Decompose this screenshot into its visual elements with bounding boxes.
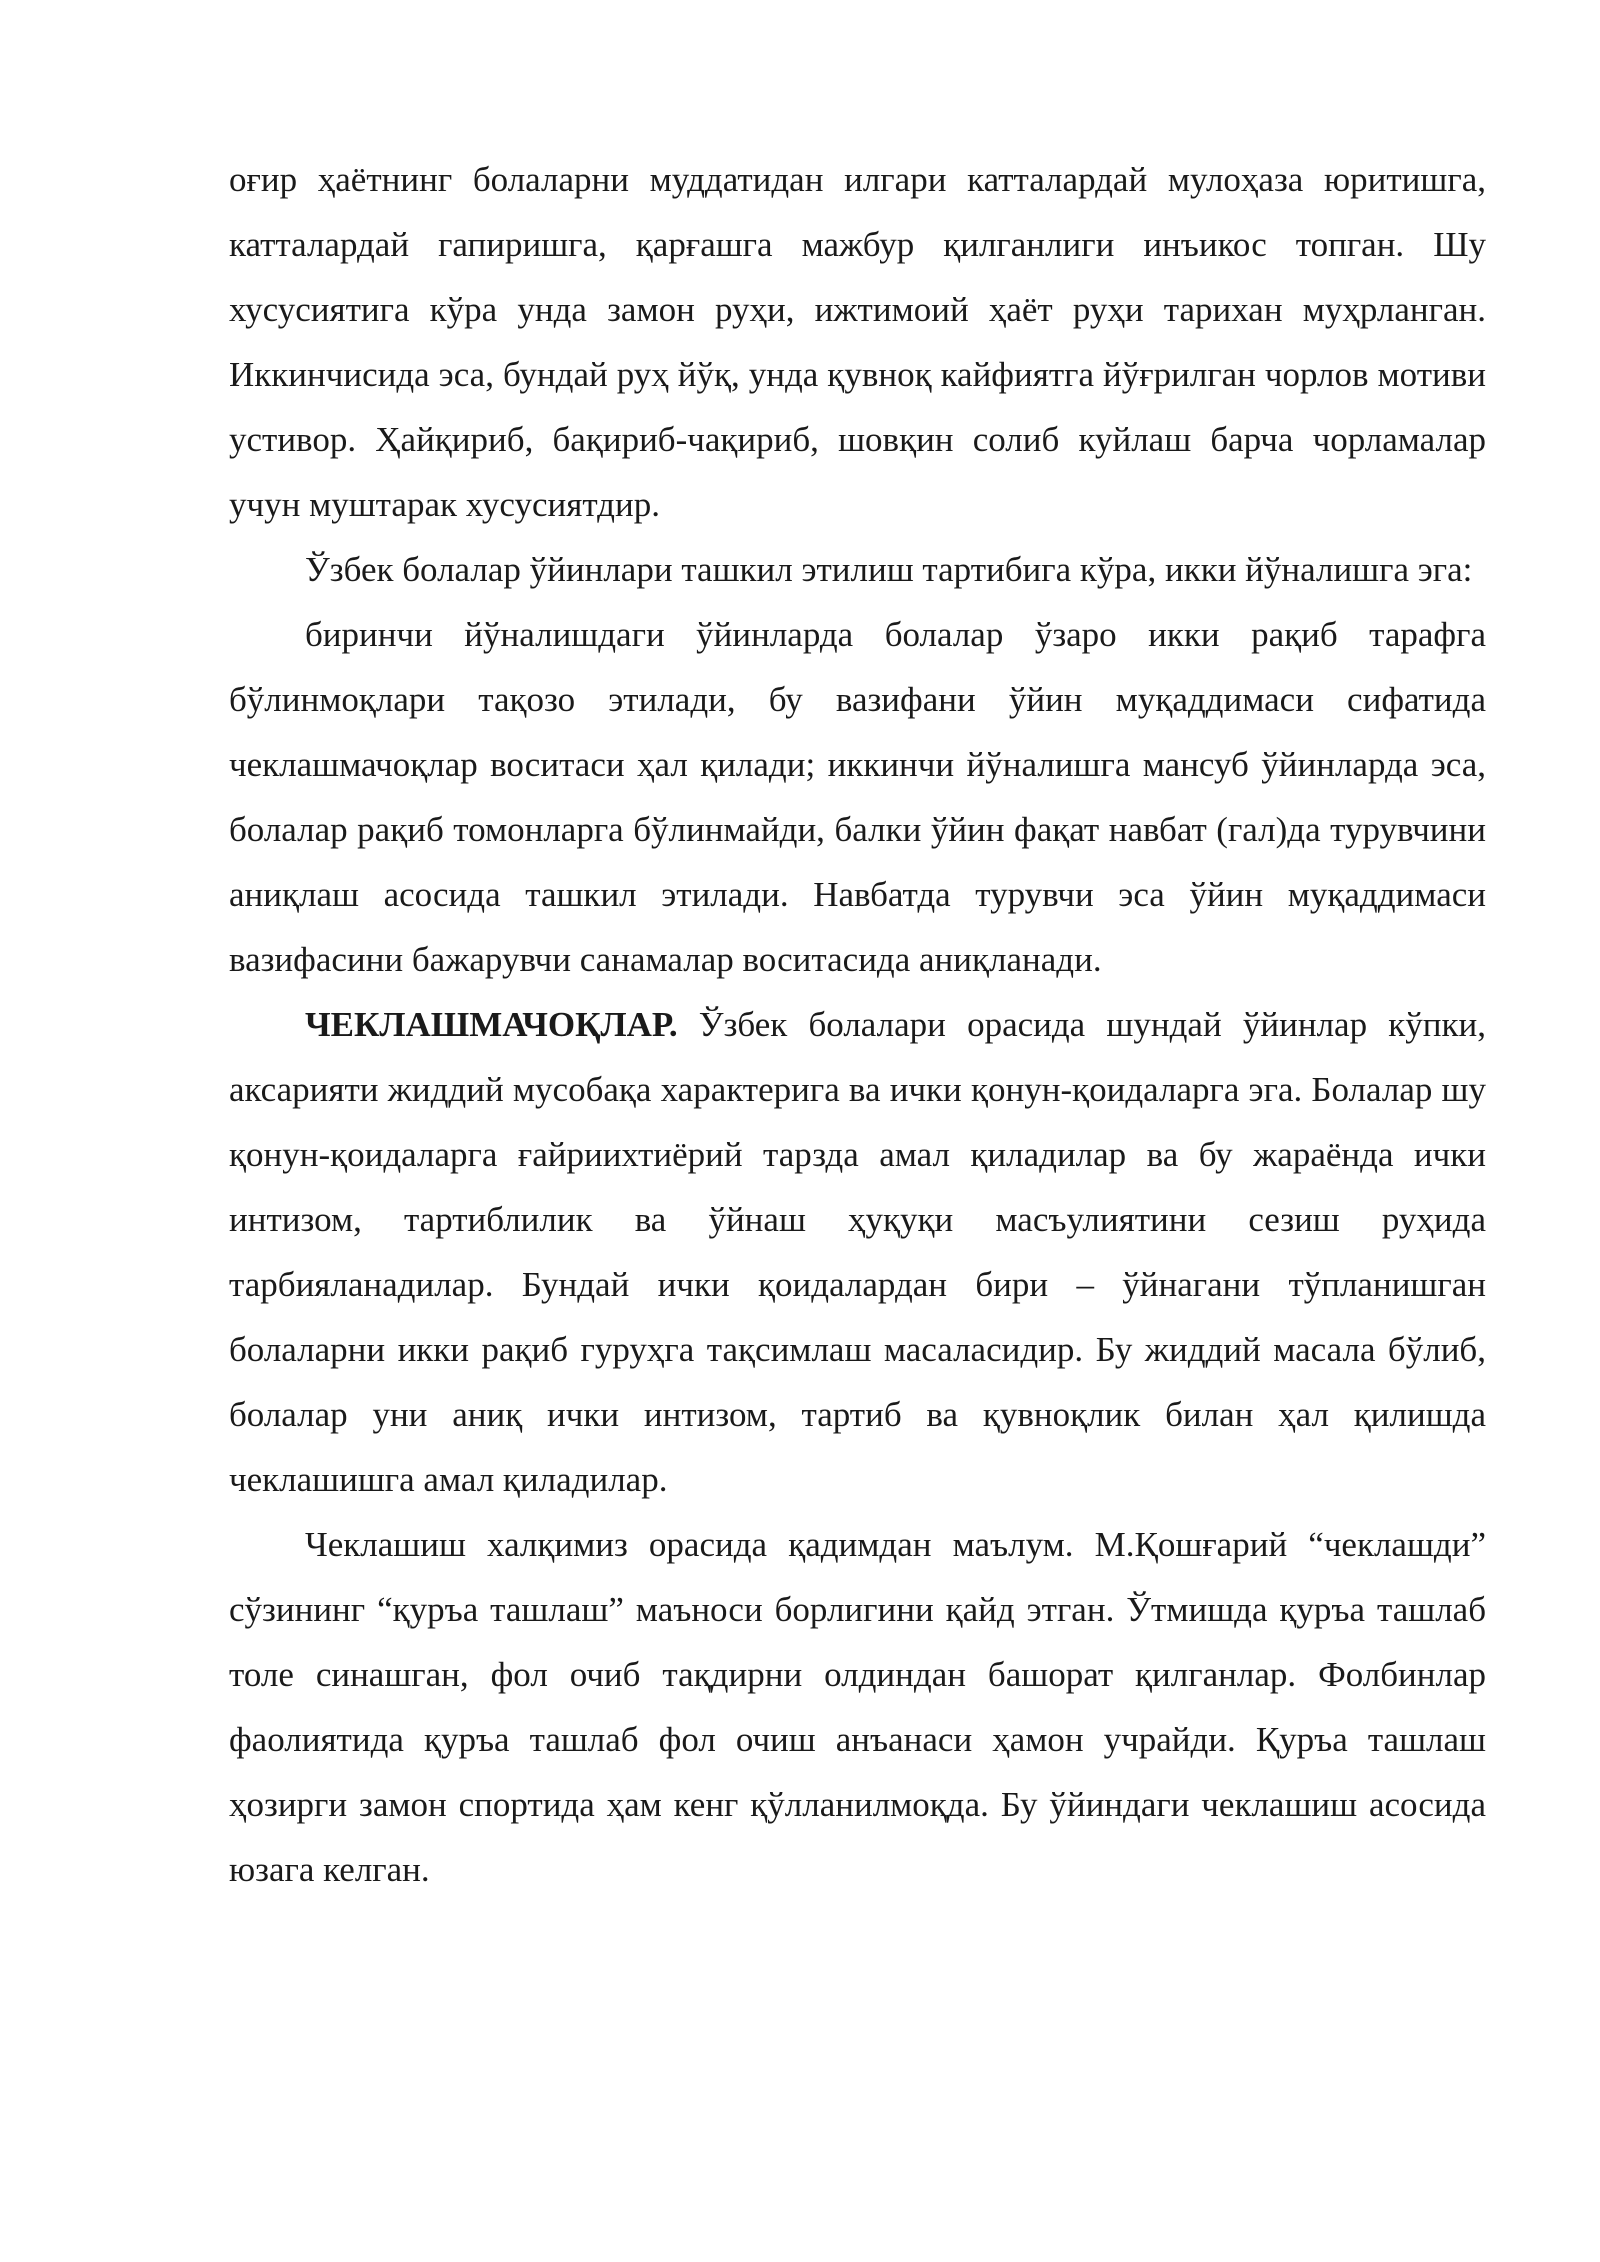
paragraph-game-directions: Ўзбек болалар ўйинлари ташкил этилиш тартибига кўра, икки йўналишга эга: bbox=[305, 550, 1473, 589]
paragraph-cheklashmachoqlar-body: Ўзбек болалари орасида шундай ўйинлар кўпки, аксарияти жиддий мусобақа характерига ва ички қонун-қоидаларга эга. Болалар шу қонун-қоидаларга ғайриихтиёрий тарзда амал қиладилар ва бу жараёнда ички интизом, тартиблилик ва ўйнаш ҳуқуқи масъулиятини сезиш руҳида тарбияланадилар. Бундай ички қоидалардан бири – ўйнагани тўпланишган болаларни икки рақиб гуруҳга тақсимлаш масаласидир. Бу жиддий масала бўлиб, болалар уни аниқ ички интизом, тартиб ва қувноқлик билан ҳал қилишда чеклашишга амал қиладилар. bbox=[229, 1005, 1486, 1499]
paragraph-first-direction: биринчи йўналишдаги ўйинларда болалар ўзаро икки рақиб тарафга бўлинмоқлари тақозо этилади, бу вазифани ўйин муқаддимаси сифатида чеклашмачоқлар воситаси ҳал қилади; иккинчи йўналишга мансуб ўйинларда эса, болалар рақиб томонларга бўлинмайди, балки ўйин фақат навбат (гал)да турувчини аниқлаш асосида ташкил этилади. Навбатда турувчи эса ўйин муқаддимаси вазифасини бажарувчи санамалар воситасида аниқланади. bbox=[229, 615, 1486, 979]
paragraph-cheklashish-history: Чеклашиш халқимиз орасида қадимдан маълум. М.Қошғарий “чеклашди” сўзининг “қуръа ташлаш” маъноси борлигини қайд этган. Ўтмишда қуръа ташлаб толе синашган, фол очиб тақдирни олдиндан башорат қилганлар. Фолбинлар фаолиятида қуръа ташлаб фол очиш анъанаси ҳамон учрайди. Қуръа ташлаш ҳозирги замон спортида ҳам кенг қўлланилмоқда. Бу ўйиндаги чеклашиш асосида юзага келган. bbox=[229, 1525, 1486, 1889]
paragraph-cheklashmachoqlar bbox=[229, 992, 1486, 1512]
document-page bbox=[229, 147, 1486, 1902]
section-heading: ЧЕКЛАШМАЧОҚЛАР. bbox=[305, 1005, 678, 1044]
paragraph-continuation: оғир ҳаётнинг болаларни муддатидан илгари катталардай мулоҳаза юритишга, катталардай гапиришга, қарғашга мажбур қилганлиги инъикос топган. Шу хусусиятига кўра унда замон руҳи, ижтимоий ҳаёт руҳи тарихан муҳрланган. Иккинчисида эса, бундай руҳ йўқ, унда қувноқ кайфиятга йўғрилган чорлов мотиви устивор. Ҳайқириб, бақириб-чақириб, шовқин солиб куйлаш барча чорламалар учун муштарак хусусиятдир. bbox=[229, 160, 1486, 524]
